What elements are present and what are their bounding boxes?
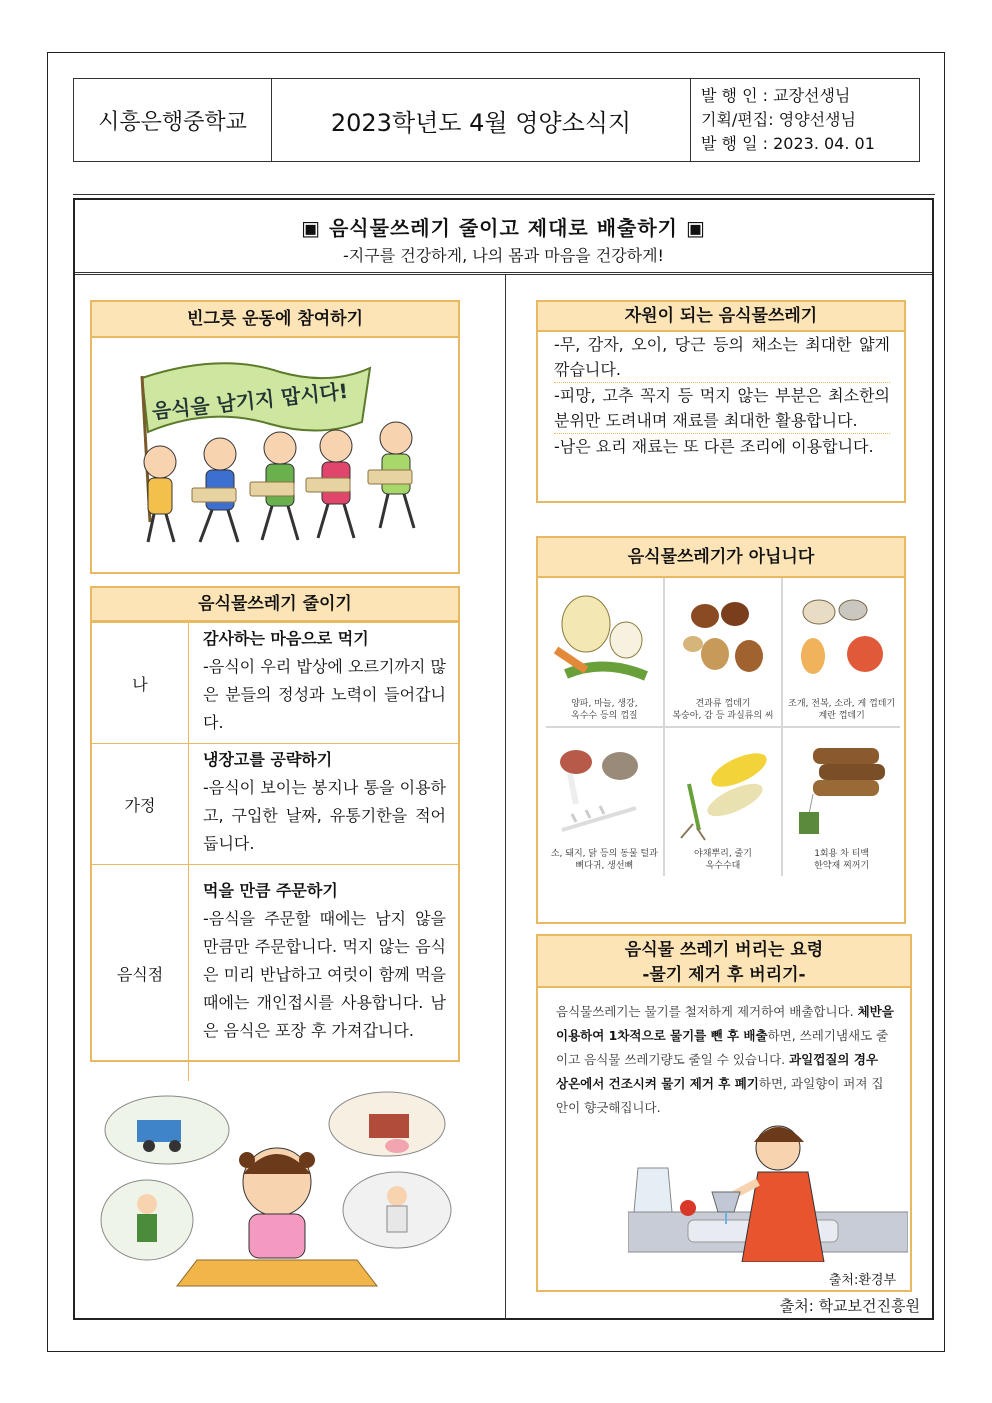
date-line: 발 행 일 : 2023. 04. 01	[701, 134, 875, 153]
disposal-paragraph-1: 음식물쓰레기는 물기를 철저하게 제거하여 배출합니다.	[556, 1004, 854, 1019]
newsletter-header	[73, 78, 920, 162]
divider	[73, 194, 935, 195]
not-food-waste-heading: 음식물쓰레기가 아닙니다	[538, 538, 904, 578]
disposal-text-3: 하면, 과일향이 퍼져 집안이 향긋해집니다.	[556, 1076, 884, 1115]
disposal-heading	[538, 936, 910, 988]
disposal-bold-2: 과일껍질의 경우 상온에서 건조시켜 물기 제거 후 폐기	[556, 1052, 878, 1091]
nuts-icon	[665, 584, 781, 694]
kitchen-sink-illustration	[628, 1112, 908, 1262]
bones-icon	[546, 734, 662, 844]
newsletter-title: 2023학년도 4월 영양소식지	[272, 79, 691, 161]
resource-tips-list	[538, 332, 904, 459]
empty-bowl-heading: 빈그릇 운동에 참여하기	[92, 302, 458, 338]
disposal-source: 출처:환경부	[828, 1273, 896, 1288]
row-content	[189, 865, 459, 1082]
row-text: -음식을 주문할 때에는 남지 않을 만큼만 주문합니다. 먹지 않는 음식은 미리 반납하고 여럿이 함께 먹을 때에는 개인접시를 사용합니다. 남은 음식은 포장 후 가져갑니다.	[203, 909, 446, 1040]
disposal-text	[538, 988, 910, 1120]
corn-icon	[665, 734, 781, 844]
list-item: -피망, 고추 꼭지 등 먹지 않는 부분은 최소한의 분위만 도려내며 재료를 최대한 활용합니다.	[554, 383, 890, 434]
row-content	[189, 623, 459, 744]
row-title: 먹을 만큼 주문하기	[203, 881, 338, 900]
footer-source: 출처: 학교보건진흥원	[779, 1297, 920, 1315]
publication-info	[691, 79, 919, 161]
not-food-waste-section	[536, 536, 906, 924]
reduce-waste-table	[92, 622, 458, 1081]
grid-cell	[546, 578, 663, 726]
table-row	[92, 865, 458, 1082]
disposal-title: 음식물 쓰레기 버리는 요령	[624, 940, 824, 960]
publisher-line: 발 행 인 : 교장선생님	[701, 86, 851, 105]
topic-title: ▣ 음식물쓰레기 줄이고 제대로 배출하기 ▣	[301, 216, 706, 240]
row-label: 나	[92, 623, 189, 744]
row-text: -음식이 보이는 봉지나 통을 이용하고, 구입한 날짜, 유통기한을 적어 둡니다.	[203, 778, 446, 853]
grid-cell	[665, 578, 782, 726]
table-row	[92, 744, 458, 865]
cell-label: 1회용 차 티백 한약재 찌꺼기	[814, 849, 870, 871]
row-label: 가정	[92, 744, 189, 865]
shells-icon	[783, 584, 899, 694]
row-label: 음식점	[92, 865, 189, 1082]
teabag-icon	[783, 734, 899, 844]
cell-label: 양파, 마늘, 생강, 옥수수 등의 껍질	[571, 699, 638, 721]
grid-cell	[546, 728, 663, 876]
cell-label: 견과류 껍데기 복숭아, 감 등 과실류의 씨	[672, 699, 774, 721]
editor-line: 기획/편집: 영양선생님	[701, 110, 856, 129]
disposal-text-2: 하면, 쓰레기냄새도 줄이고 음식물 쓰레기량도 줄일 수 있습니다.	[556, 1028, 889, 1067]
reduce-waste-heading: 음식물쓰레기 줄이기	[92, 588, 458, 622]
list-item: -남은 요리 재료는 또 다른 조리에 이용합니다.	[554, 437, 874, 456]
cell-label: 조개, 전복, 소라, 게 껍데기 계란 껍데기	[788, 699, 896, 721]
grid-cell	[783, 728, 900, 876]
cell-label: 야채뿌리, 줄기 옥수수대	[694, 849, 752, 871]
grid-cell	[665, 728, 782, 876]
resource-waste-section	[536, 300, 906, 503]
row-text: -음식이 우리 밥상에 오르기까지 많은 분들의 정성과 노력이 들어갑니다.	[203, 657, 446, 732]
disposal-subtitle: -물기 제거 후 버리기-	[642, 965, 806, 985]
main-content	[73, 198, 934, 1320]
onion-garlic-icon	[546, 584, 662, 694]
non-waste-grid	[546, 578, 900, 876]
campaign-parade-illustration	[100, 342, 450, 562]
row-title: 냉장고를 공략하기	[203, 750, 333, 769]
column-divider	[505, 274, 506, 1320]
empty-bowl-section	[90, 300, 460, 574]
grateful-girl-illustration	[97, 1090, 457, 1290]
disposal-bold-1: 체반을 이용하여 1차적으로 물기를 뺀 후 배출	[556, 1004, 894, 1043]
topic-subtitle: -지구를 건강하게, 나의 몸과 마음을 건강하게!	[343, 246, 664, 265]
topic-title-box	[75, 200, 932, 275]
grid-cell	[783, 578, 900, 726]
cell-label: 소, 돼지, 닭 등의 동물 털과 뼈다귀, 생선뼈	[550, 849, 658, 871]
school-name: 시흥은행중학교	[74, 79, 272, 161]
table-row	[92, 623, 458, 744]
banner-text: 음식을 남기지 맙시다!	[150, 378, 350, 424]
reduce-waste-section	[90, 586, 460, 1062]
row-title: 감사하는 마음으로 먹기	[203, 629, 369, 648]
list-item: -무, 감자, 오이, 당근 등의 채소는 최대한 얇게 깎습니다.	[554, 332, 890, 383]
disposal-section	[536, 934, 912, 1292]
row-content	[189, 744, 459, 865]
kid-1	[144, 446, 176, 542]
resource-waste-heading: 자원이 되는 음식물쓰레기	[538, 302, 904, 332]
